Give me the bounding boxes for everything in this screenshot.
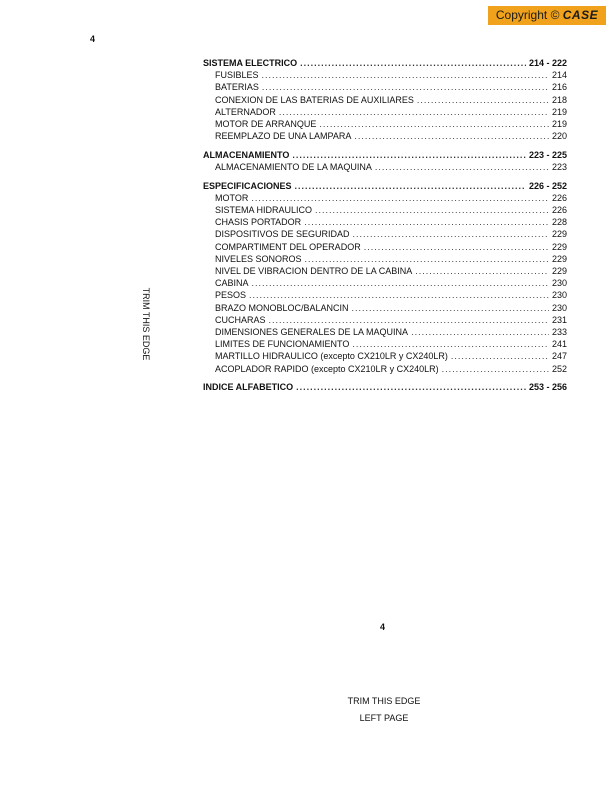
dot-leader xyxy=(364,241,549,253)
entry-label: MOTOR DE ARRANQUE xyxy=(215,118,317,129)
entry-page: 229 xyxy=(551,253,567,264)
entry-label: CUCHARAS xyxy=(215,314,266,325)
toc-entry[interactable] xyxy=(203,94,567,106)
section-title: ALMACENAMIENTO xyxy=(203,149,290,160)
dot-leader xyxy=(251,192,549,204)
toc-entry[interactable] xyxy=(203,277,567,289)
entry-label: ALMACENAMIENTO DE LA MAQUINA xyxy=(215,162,372,172)
dot-leader xyxy=(417,94,549,106)
dot-leader xyxy=(292,149,526,161)
entry-page: 216 xyxy=(551,82,567,93)
entry-label: CHASIS PORTADOR xyxy=(215,217,302,228)
dot-leader xyxy=(305,253,549,265)
toc-entry[interactable] xyxy=(203,216,567,228)
entry-page: 229 xyxy=(551,229,567,240)
entry-page: 214 xyxy=(551,70,567,81)
toc-section-heading[interactable] xyxy=(203,149,567,161)
entry-label: DISPOSITIVOS DE SEGURIDAD xyxy=(215,229,350,240)
entry-label: PESOS xyxy=(215,290,247,301)
entry-page: 220 xyxy=(551,131,567,142)
entry-label: REEMPLAZO DE UNA LAMPARA xyxy=(215,131,352,142)
dot-leader xyxy=(279,106,549,118)
dot-leader xyxy=(352,302,549,314)
entry-page: 233 xyxy=(551,326,567,337)
dot-leader xyxy=(354,130,549,142)
entry-label: NIVELES SONOROS xyxy=(215,253,302,264)
dot-leader xyxy=(451,350,549,362)
toc-entry[interactable] xyxy=(203,241,567,253)
dot-leader xyxy=(315,204,549,216)
toc-section-heading[interactable] xyxy=(203,381,567,393)
toc-entry[interactable] xyxy=(203,161,567,173)
table-of-contents xyxy=(203,57,567,393)
toc-section-heading[interactable] xyxy=(203,57,567,69)
toc-entry[interactable] xyxy=(203,314,567,326)
entry-page: 230 xyxy=(551,278,567,289)
entry-label: COMPARTIMENT DEL OPERADOR xyxy=(215,241,361,252)
dot-leader xyxy=(442,363,549,375)
entry-page: 226 xyxy=(551,192,567,203)
entry-label: SISTEMA HIDRAULICO xyxy=(215,205,313,216)
toc-entry[interactable] xyxy=(203,350,567,362)
dot-leader xyxy=(262,81,549,93)
toc-entry[interactable] xyxy=(203,363,567,375)
page-number-bottom: 4 xyxy=(380,622,386,632)
toc-entry[interactable] xyxy=(203,253,567,265)
entry-page: 229 xyxy=(551,266,567,276)
dot-leader xyxy=(295,180,526,192)
entry-label: ACOPLADOR RAPIDO (excepto CX210LR y CX240LR) xyxy=(215,363,439,374)
entry-label: LIMITES DE FUNCIONAMIENTO xyxy=(215,339,350,350)
toc-entry[interactable] xyxy=(203,326,567,338)
dot-leader xyxy=(249,289,549,301)
dot-leader xyxy=(411,326,549,338)
entry-label: MARTILLO HIDRAULICO (excepto CX210LR y CX240LR) xyxy=(215,351,448,362)
trim-edge-label-bottom: TRIM THIS EDGE xyxy=(347,696,421,706)
copyright-badge xyxy=(488,6,606,25)
trim-edge-label-vertical: TRIM THIS EDGE xyxy=(141,287,151,361)
dot-leader xyxy=(304,216,549,228)
entry-label: DIMENSIONES GENERALES DE LA MAQUINA xyxy=(215,326,409,337)
entry-page: 230 xyxy=(551,290,567,301)
copyright-text: Copyright © xyxy=(495,8,560,22)
section-pages: 214 - 222 xyxy=(528,58,567,68)
entry-label: CONEXION DE LAS BATERIAS DE AUXILIARES xyxy=(215,94,414,105)
toc-entry[interactable] xyxy=(203,118,567,130)
toc-entry[interactable] xyxy=(203,69,567,81)
toc-section-heading[interactable] xyxy=(203,180,567,192)
entry-page: 223 xyxy=(551,162,567,172)
section-title: ESPECIFICACIONES xyxy=(203,180,292,191)
dot-leader xyxy=(375,161,549,173)
dot-leader xyxy=(319,118,549,130)
dot-leader xyxy=(415,265,549,277)
section-pages: 226 - 252 xyxy=(528,180,567,191)
dot-leader xyxy=(300,57,526,69)
section-title: INDICE ALFABETICO xyxy=(203,382,294,393)
entry-page: 247 xyxy=(551,351,567,362)
entry-label: BRAZO MONOBLOC/BALANCIN xyxy=(215,302,349,313)
dot-leader xyxy=(353,228,549,240)
entry-page: 241 xyxy=(551,339,567,350)
entry-label: MOTOR xyxy=(215,192,249,203)
toc-entry[interactable] xyxy=(203,289,567,301)
left-page-label: LEFT PAGE xyxy=(359,713,409,723)
toc-entry[interactable] xyxy=(203,228,567,240)
dot-leader xyxy=(269,314,549,326)
toc-entry[interactable] xyxy=(203,130,567,142)
toc-entry[interactable] xyxy=(203,265,567,277)
entry-page: 231 xyxy=(551,314,567,325)
entry-label: BATERIAS xyxy=(215,82,259,93)
entry-page: 218 xyxy=(551,94,567,105)
section-pages: 223 - 225 xyxy=(528,149,567,160)
toc-entry[interactable] xyxy=(203,302,567,314)
section-pages: 253 - 256 xyxy=(528,382,567,393)
entry-page: 226 xyxy=(551,205,567,216)
entry-page: 228 xyxy=(551,217,567,228)
entry-page: 219 xyxy=(551,106,567,117)
entry-label: ALTERNADOR xyxy=(215,106,276,117)
entry-page: 219 xyxy=(551,118,567,129)
dot-leader xyxy=(262,69,549,81)
entry-label: FUSIBLES xyxy=(215,70,259,81)
dot-leader xyxy=(352,338,549,350)
entry-label: NIVEL DE VIBRACION DENTRO DE LA CABINA xyxy=(215,266,413,276)
toc-entry[interactable] xyxy=(203,204,567,216)
entry-page: 230 xyxy=(551,302,567,313)
entry-label: CABINA xyxy=(215,278,249,289)
page-number-top: 4 xyxy=(90,34,96,44)
toc-entry[interactable] xyxy=(203,106,567,118)
toc-entry[interactable] xyxy=(203,338,567,350)
toc-entry[interactable] xyxy=(203,81,567,93)
case-logo: CASE xyxy=(562,8,599,22)
toc-entry[interactable] xyxy=(203,192,567,204)
entry-page: 252 xyxy=(551,363,567,374)
entry-page: 229 xyxy=(551,241,567,252)
dot-leader xyxy=(252,277,549,289)
dot-leader xyxy=(296,381,526,393)
section-title: SISTEMA ELECTRICO xyxy=(203,58,298,68)
